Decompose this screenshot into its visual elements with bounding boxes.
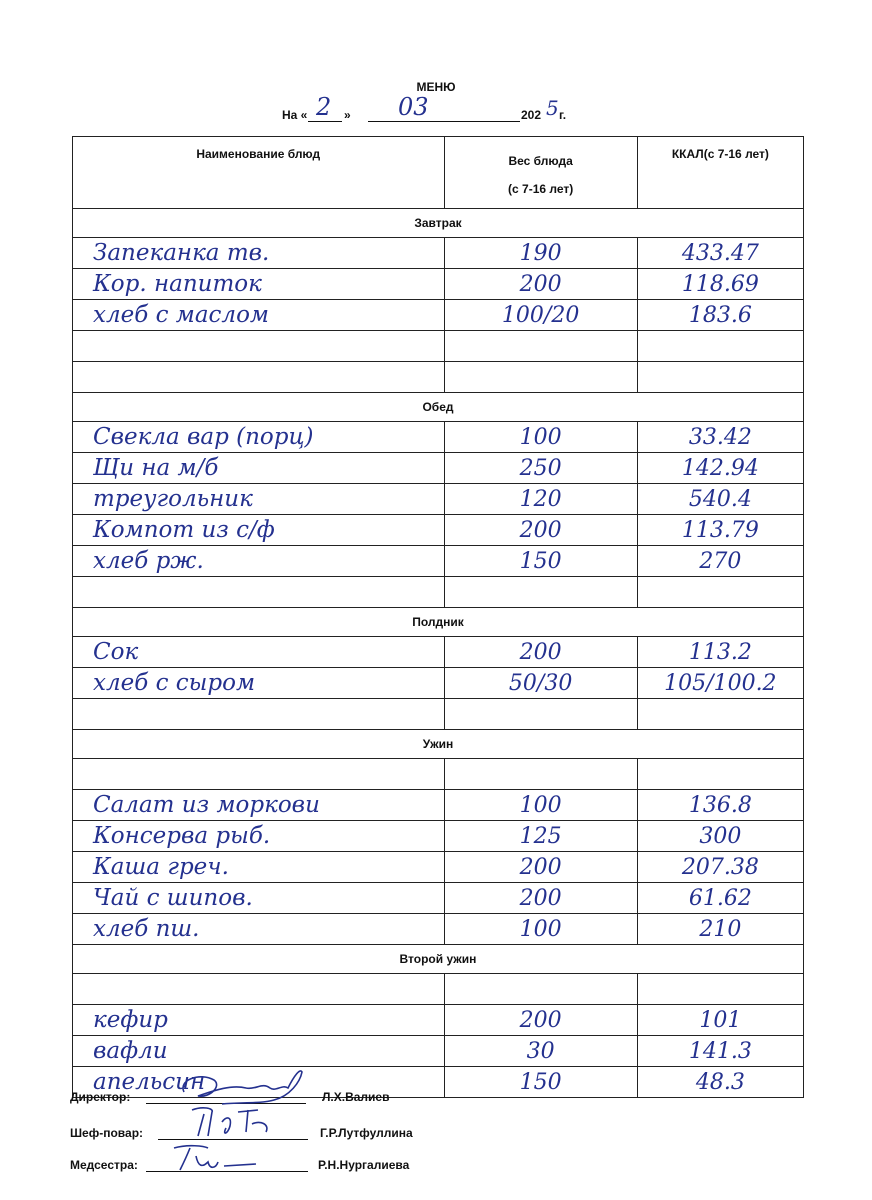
empty-row xyxy=(73,577,804,608)
section-row-second-dinner xyxy=(73,945,804,974)
dish-name: Свекла вар (порц) xyxy=(73,422,445,453)
dish-weight: 200 xyxy=(444,883,637,914)
dish-kcal: 540.4 xyxy=(637,484,803,515)
table-row xyxy=(73,269,804,300)
dish-name: хлеб рж. xyxy=(73,546,445,577)
dish-weight: 200 xyxy=(444,269,637,300)
date-day: 2 xyxy=(316,93,332,121)
empty-row xyxy=(73,974,804,1005)
dish-kcal: 113.2 xyxy=(637,637,803,668)
dish-kcal: 207.38 xyxy=(637,852,803,883)
section-row-dinner xyxy=(73,730,804,759)
director-label: Директор: xyxy=(70,1090,131,1104)
table-row xyxy=(73,637,804,668)
table-row xyxy=(73,1036,804,1067)
empty-row xyxy=(73,699,804,730)
dish-weight: 100 xyxy=(444,422,637,453)
dish-kcal: 210 xyxy=(637,914,803,945)
nurse-name: Р.Н.Нургалиева xyxy=(318,1158,410,1172)
dish-name: кефир xyxy=(73,1005,445,1036)
dish-name: хлеб с сыром xyxy=(73,668,445,699)
dish-name: Консерва рыб. xyxy=(73,821,445,852)
dish-kcal: 118.69 xyxy=(637,269,803,300)
director-signature-icon xyxy=(170,1066,310,1106)
table-row xyxy=(73,914,804,945)
table-row xyxy=(73,883,804,914)
dish-weight: 200 xyxy=(444,1005,637,1036)
dish-kcal: 105/100.2 xyxy=(637,668,803,699)
nurse-sign-block xyxy=(70,1140,430,1172)
table-row xyxy=(73,1005,804,1036)
date-year-digit: 5 xyxy=(546,96,559,120)
header-weight-line1: Вес блюда xyxy=(508,154,573,168)
date-mid: » xyxy=(344,108,351,122)
dish-name: вафли xyxy=(73,1036,445,1067)
section-row-breakfast xyxy=(73,209,804,238)
date-prefix: На « xyxy=(282,108,308,122)
chef-name: Г.Р.Лутфуллина xyxy=(320,1126,413,1140)
dish-name: апельсин xyxy=(73,1067,445,1098)
table-row xyxy=(73,852,804,883)
dish-name: Щи на м/б xyxy=(73,453,445,484)
director-sign-block xyxy=(70,1072,430,1104)
chef-label: Шеф-повар: xyxy=(70,1126,144,1140)
dish-weight: 100 xyxy=(444,914,637,945)
dish-weight: 150 xyxy=(444,546,637,577)
nurse-signature-icon xyxy=(168,1138,268,1174)
section-title: Обед xyxy=(73,393,804,422)
table-row xyxy=(73,453,804,484)
table-row xyxy=(73,515,804,546)
dish-weight: 200 xyxy=(444,515,637,546)
dish-kcal: 101 xyxy=(637,1005,803,1036)
empty-row xyxy=(73,331,804,362)
section-title: Завтрак xyxy=(73,209,804,238)
dish-name: треугольник xyxy=(73,484,445,515)
dish-name: Кор. напиток xyxy=(73,269,445,300)
table-row xyxy=(73,790,804,821)
header-weight-cell xyxy=(444,137,637,209)
date-year-prefix: 202 xyxy=(521,108,542,122)
dish-name: Запеканка тв. xyxy=(73,238,445,269)
dish-kcal: 113.79 xyxy=(637,515,803,546)
empty-row xyxy=(73,759,804,790)
dish-name: хлеб пш. xyxy=(73,914,445,945)
table-row xyxy=(73,422,804,453)
dish-kcal: 270 xyxy=(637,546,803,577)
director-name: Л.Х.Валиев xyxy=(322,1090,390,1104)
empty-row xyxy=(73,362,804,393)
dish-kcal: 141.3 xyxy=(637,1036,803,1067)
nurse-label: Медсестра: xyxy=(70,1158,138,1172)
dish-name: Каша греч. xyxy=(73,852,445,883)
date-suffix: г. xyxy=(559,108,567,122)
dish-name: Компот из с/ф xyxy=(73,515,445,546)
dish-name: хлеб с маслом xyxy=(73,300,445,331)
dish-weight: 150 xyxy=(444,1067,637,1098)
dish-weight: 100/20 xyxy=(444,300,637,331)
menu-table xyxy=(72,136,804,1098)
dish-weight: 200 xyxy=(444,852,637,883)
dish-kcal: 61.62 xyxy=(637,883,803,914)
dish-kcal: 142.94 xyxy=(637,453,803,484)
table-row xyxy=(73,238,804,269)
dish-weight: 190 xyxy=(444,238,637,269)
dish-weight: 30 xyxy=(444,1036,637,1067)
table-row xyxy=(73,821,804,852)
dish-weight: 125 xyxy=(444,821,637,852)
dish-name: Чай с шипов. xyxy=(73,883,445,914)
dish-weight: 50/30 xyxy=(444,668,637,699)
header-kcal-cell xyxy=(637,137,803,209)
table-row xyxy=(73,668,804,699)
dish-weight: 200 xyxy=(444,637,637,668)
section-row-snack xyxy=(73,608,804,637)
dish-kcal: 33.42 xyxy=(637,422,803,453)
dish-kcal: 183.6 xyxy=(637,300,803,331)
section-title: Полдник xyxy=(73,608,804,637)
dish-kcal: 433.47 xyxy=(637,238,803,269)
header-name-cell xyxy=(73,137,445,209)
dish-kcal: 48.3 xyxy=(637,1067,803,1098)
section-title: Ужин xyxy=(73,730,804,759)
header-weight-line2: (с 7-16 лет) xyxy=(508,182,574,196)
section-row-lunch xyxy=(73,393,804,422)
dish-weight: 250 xyxy=(444,453,637,484)
header-name: Наименование блюд xyxy=(196,147,321,161)
dish-weight: 120 xyxy=(444,484,637,515)
date-month: 03 xyxy=(398,93,429,121)
chef-sign-block xyxy=(70,1108,430,1140)
date-line xyxy=(282,93,602,126)
section-title: Второй ужин xyxy=(73,945,804,974)
dish-weight: 100 xyxy=(444,790,637,821)
page-title: МЕНЮ xyxy=(416,80,456,94)
header-kcal: ККАЛ(с 7-16 лет) xyxy=(671,147,769,161)
dish-name: Сок xyxy=(73,637,445,668)
dish-kcal: 300 xyxy=(637,821,803,852)
table-row xyxy=(73,484,804,515)
dish-name: Салат из моркови xyxy=(73,790,445,821)
dish-kcal: 136.8 xyxy=(637,790,803,821)
table-row xyxy=(73,300,804,331)
chef-signature-icon xyxy=(182,1102,282,1142)
table-header-row xyxy=(73,137,804,209)
month-underline xyxy=(368,101,520,122)
table-row xyxy=(73,546,804,577)
